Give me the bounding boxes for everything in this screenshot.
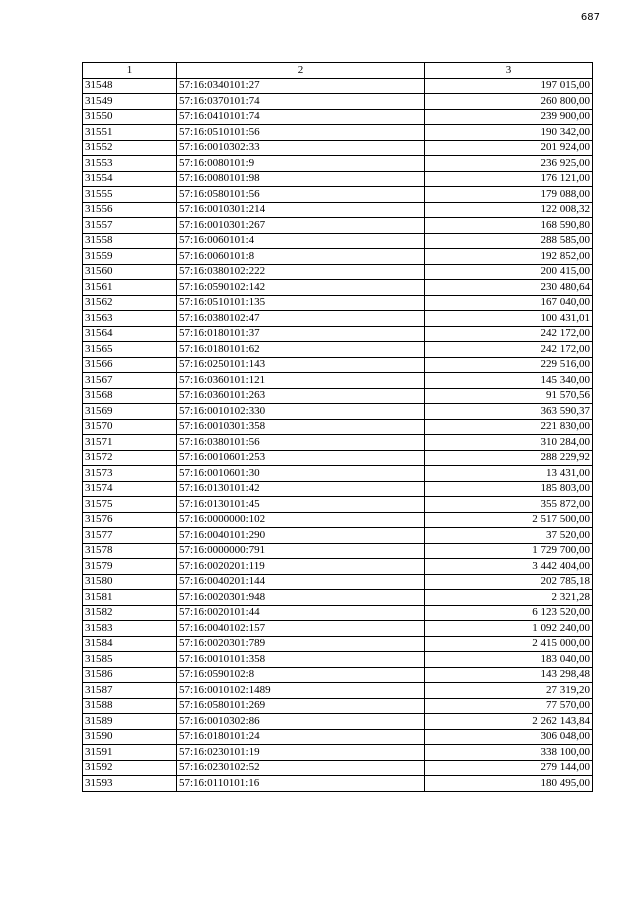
cadastral-number-cell: 57:16:0010102:330: [177, 404, 425, 420]
cadastral-number-cell: 57:16:0180101:24: [177, 729, 425, 745]
row-number-cell: 31583: [83, 621, 177, 637]
row-number-cell: 31552: [83, 140, 177, 156]
cadastral-number-cell: 57:16:0010101:358: [177, 652, 425, 668]
table-row: [83, 140, 593, 156]
row-number-cell: 31553: [83, 156, 177, 172]
value-cell: 197 015,00: [425, 78, 593, 94]
cadastral-number-cell: 57:16:0010601:253: [177, 450, 425, 466]
row-number-cell: 31560: [83, 264, 177, 280]
cadastral-number-cell: 57:16:0510101:135: [177, 295, 425, 311]
row-number-cell: 31563: [83, 311, 177, 327]
value-cell: 37 520,00: [425, 528, 593, 544]
table-row: [83, 776, 593, 792]
table-row: [83, 497, 593, 513]
value-cell: 202 785,18: [425, 574, 593, 590]
cadastral-number-cell: 57:16:0010301:358: [177, 419, 425, 435]
table-row: [83, 280, 593, 296]
cadastral-number-cell: 57:16:0340101:27: [177, 78, 425, 94]
cadastral-number-cell: 57:16:0010102:1489: [177, 683, 425, 699]
table-row: [83, 125, 593, 141]
table-row: [83, 683, 593, 699]
table-row: [83, 171, 593, 187]
row-number-cell: 31584: [83, 636, 177, 652]
value-cell: 122 008,32: [425, 202, 593, 218]
cadastral-number-cell: 57:16:0000000:102: [177, 512, 425, 528]
table-row: [83, 481, 593, 497]
row-number-cell: 31549: [83, 94, 177, 110]
cadastral-number-cell: 57:16:0080101:9: [177, 156, 425, 172]
value-cell: 77 570,00: [425, 698, 593, 714]
value-cell: 260 800,00: [425, 94, 593, 110]
table-row: [83, 326, 593, 342]
value-cell: 306 048,00: [425, 729, 593, 745]
value-cell: 288 585,00: [425, 233, 593, 249]
row-number-cell: 31580: [83, 574, 177, 590]
value-cell: 2 262 143,84: [425, 714, 593, 730]
value-cell: 100 431,01: [425, 311, 593, 327]
row-number-cell: 31565: [83, 342, 177, 358]
table-row: [83, 109, 593, 125]
cadastral-number-cell: 57:16:0380102:222: [177, 264, 425, 280]
value-cell: 190 342,00: [425, 125, 593, 141]
row-number-cell: 31586: [83, 667, 177, 683]
table-row: [83, 667, 593, 683]
value-cell: 310 284,00: [425, 435, 593, 451]
row-number-cell: 31582: [83, 605, 177, 621]
row-number-cell: 31576: [83, 512, 177, 528]
cadastral-number-cell: 57:16:0590102:142: [177, 280, 425, 296]
row-number-cell: 31551: [83, 125, 177, 141]
cadastral-number-cell: 57:16:0110101:16: [177, 776, 425, 792]
value-cell: 2 321,28: [425, 590, 593, 606]
cadastral-number-cell: 57:16:0010302:33: [177, 140, 425, 156]
value-cell: 3 442 404,00: [425, 559, 593, 575]
cadastral-number-cell: 57:16:0020101:44: [177, 605, 425, 621]
row-number-cell: 31592: [83, 760, 177, 776]
cadastral-number-cell: 57:16:0000000:791: [177, 543, 425, 559]
table-row: [83, 466, 593, 482]
row-number-cell: 31590: [83, 729, 177, 745]
row-number-cell: 31569: [83, 404, 177, 420]
value-cell: 192 852,00: [425, 249, 593, 265]
cadastral-number-cell: 57:16:0180101:37: [177, 326, 425, 342]
table-row: [83, 745, 593, 761]
table-row: [83, 543, 593, 559]
row-number-cell: 31575: [83, 497, 177, 513]
cadastral-number-cell: 57:16:0510101:56: [177, 125, 425, 141]
row-number-cell: 31579: [83, 559, 177, 575]
table-row: [83, 760, 593, 776]
table-row: [83, 342, 593, 358]
column-header-2: 2: [177, 63, 425, 79]
row-number-cell: 31566: [83, 357, 177, 373]
cadastral-number-cell: 57:16:0080101:98: [177, 171, 425, 187]
row-number-cell: 31589: [83, 714, 177, 730]
cadastral-number-cell: 57:16:0230101:19: [177, 745, 425, 761]
row-number-cell: 31585: [83, 652, 177, 668]
value-cell: 176 121,00: [425, 171, 593, 187]
row-number-cell: 31573: [83, 466, 177, 482]
table-row: [83, 652, 593, 668]
value-cell: 221 830,00: [425, 419, 593, 435]
value-cell: 201 924,00: [425, 140, 593, 156]
table-row: [83, 373, 593, 389]
table-body: [83, 78, 593, 791]
row-number-cell: 31557: [83, 218, 177, 234]
value-cell: 236 925,00: [425, 156, 593, 172]
row-number-cell: 31568: [83, 388, 177, 404]
table-row: [83, 404, 593, 420]
value-cell: 185 803,00: [425, 481, 593, 497]
table-row: [83, 187, 593, 203]
row-number-cell: 31581: [83, 590, 177, 606]
table-row: [83, 249, 593, 265]
table-row: [83, 156, 593, 172]
row-number-cell: 31554: [83, 171, 177, 187]
table-row: [83, 574, 593, 590]
value-cell: 230 480,64: [425, 280, 593, 296]
value-cell: 183 040,00: [425, 652, 593, 668]
table-row: [83, 264, 593, 280]
row-number-cell: 31588: [83, 698, 177, 714]
cadastral-number-cell: 57:16:0370101:74: [177, 94, 425, 110]
value-cell: 1 092 240,00: [425, 621, 593, 637]
value-cell: 288 229,92: [425, 450, 593, 466]
row-number-cell: 31561: [83, 280, 177, 296]
table-row: [83, 94, 593, 110]
table-row: [83, 528, 593, 544]
table-row: [83, 512, 593, 528]
table-row: [83, 559, 593, 575]
cadastral-number-cell: 57:16:0230102:52: [177, 760, 425, 776]
table-row: [83, 621, 593, 637]
cadastral-number-cell: 57:16:0580101:56: [177, 187, 425, 203]
cadastral-number-cell: 57:16:0590102:8: [177, 667, 425, 683]
table-row: [83, 78, 593, 94]
cadastral-number-cell: 57:16:0060101:4: [177, 233, 425, 249]
cadastral-number-cell: 57:16:0010302:86: [177, 714, 425, 730]
table-row: [83, 233, 593, 249]
table-row: [83, 357, 593, 373]
cadastral-number-cell: 57:16:0380101:56: [177, 435, 425, 451]
table-row: [83, 450, 593, 466]
row-number-cell: 31591: [83, 745, 177, 761]
row-number-cell: 31587: [83, 683, 177, 699]
row-number-cell: 31548: [83, 78, 177, 94]
value-cell: 338 100,00: [425, 745, 593, 761]
cadastral-number-cell: 57:16:0020201:119: [177, 559, 425, 575]
value-cell: 239 900,00: [425, 109, 593, 125]
row-number-cell: 31555: [83, 187, 177, 203]
value-cell: 145 340,00: [425, 373, 593, 389]
table-row: [83, 435, 593, 451]
row-number-cell: 31556: [83, 202, 177, 218]
cadastral-number-cell: 57:16:0580101:269: [177, 698, 425, 714]
table-row: [83, 714, 593, 730]
row-number-cell: 31574: [83, 481, 177, 497]
row-number-cell: 31559: [83, 249, 177, 265]
value-cell: 2 517 500,00: [425, 512, 593, 528]
value-cell: 167 040,00: [425, 295, 593, 311]
data-table: [82, 62, 593, 792]
cadastral-number-cell: 57:16:0010301:267: [177, 218, 425, 234]
cadastral-number-cell: 57:16:0250101:143: [177, 357, 425, 373]
table-row: [83, 218, 593, 234]
value-cell: 143 298,48: [425, 667, 593, 683]
cadastral-number-cell: 57:16:0010601:30: [177, 466, 425, 482]
cadastral-number-cell: 57:16:0180101:62: [177, 342, 425, 358]
cadastral-number-cell: 57:16:0010301:214: [177, 202, 425, 218]
cadastral-number-cell: 57:16:0380102:47: [177, 311, 425, 327]
value-cell: 179 088,00: [425, 187, 593, 203]
column-header-1: 1: [83, 63, 177, 79]
cadastral-number-cell: 57:16:0040201:144: [177, 574, 425, 590]
row-number-cell: 31567: [83, 373, 177, 389]
table-row: [83, 388, 593, 404]
value-cell: 363 590,37: [425, 404, 593, 420]
table-row: [83, 202, 593, 218]
row-number-cell: 31577: [83, 528, 177, 544]
cadastral-number-cell: 57:16:0040102:157: [177, 621, 425, 637]
row-number-cell: 31578: [83, 543, 177, 559]
table-row: [83, 419, 593, 435]
table-row: [83, 698, 593, 714]
value-cell: 242 172,00: [425, 342, 593, 358]
value-cell: 242 172,00: [425, 326, 593, 342]
value-cell: 91 570,56: [425, 388, 593, 404]
row-number-cell: 31562: [83, 295, 177, 311]
table-row: [83, 605, 593, 621]
value-cell: 180 495,00: [425, 776, 593, 792]
value-cell: 6 123 520,00: [425, 605, 593, 621]
value-cell: 355 872,00: [425, 497, 593, 513]
cadastral-number-cell: 57:16:0360101:263: [177, 388, 425, 404]
cadastral-number-cell: 57:16:0060101:8: [177, 249, 425, 265]
table-row: [83, 311, 593, 327]
table-row: [83, 590, 593, 606]
value-cell: 168 590,80: [425, 218, 593, 234]
cadastral-number-cell: 57:16:0130101:45: [177, 497, 425, 513]
value-cell: 2 415 000,00: [425, 636, 593, 652]
cadastral-number-cell: 57:16:0130101:42: [177, 481, 425, 497]
table-row: [83, 729, 593, 745]
value-cell: 200 415,00: [425, 264, 593, 280]
cadastral-number-cell: 57:16:0360101:121: [177, 373, 425, 389]
table-row: [83, 295, 593, 311]
row-number-cell: 31593: [83, 776, 177, 792]
column-header-3: 3: [425, 63, 593, 79]
row-number-cell: 31572: [83, 450, 177, 466]
value-cell: 279 144,00: [425, 760, 593, 776]
row-number-cell: 31571: [83, 435, 177, 451]
cadastral-number-cell: 57:16:0020301:789: [177, 636, 425, 652]
value-cell: 13 431,00: [425, 466, 593, 482]
page-number: 687: [580, 12, 600, 23]
value-cell: 229 516,00: [425, 357, 593, 373]
cadastral-number-cell: 57:16:0040101:290: [177, 528, 425, 544]
cadastral-number-cell: 57:16:0410101:74: [177, 109, 425, 125]
value-cell: 1 729 700,00: [425, 543, 593, 559]
row-number-cell: 31564: [83, 326, 177, 342]
row-number-cell: 31550: [83, 109, 177, 125]
cadastral-number-cell: 57:16:0020301:948: [177, 590, 425, 606]
row-number-cell: 31570: [83, 419, 177, 435]
row-number-cell: 31558: [83, 233, 177, 249]
value-cell: 27 319,20: [425, 683, 593, 699]
header-row: [83, 63, 593, 79]
table-row: [83, 636, 593, 652]
